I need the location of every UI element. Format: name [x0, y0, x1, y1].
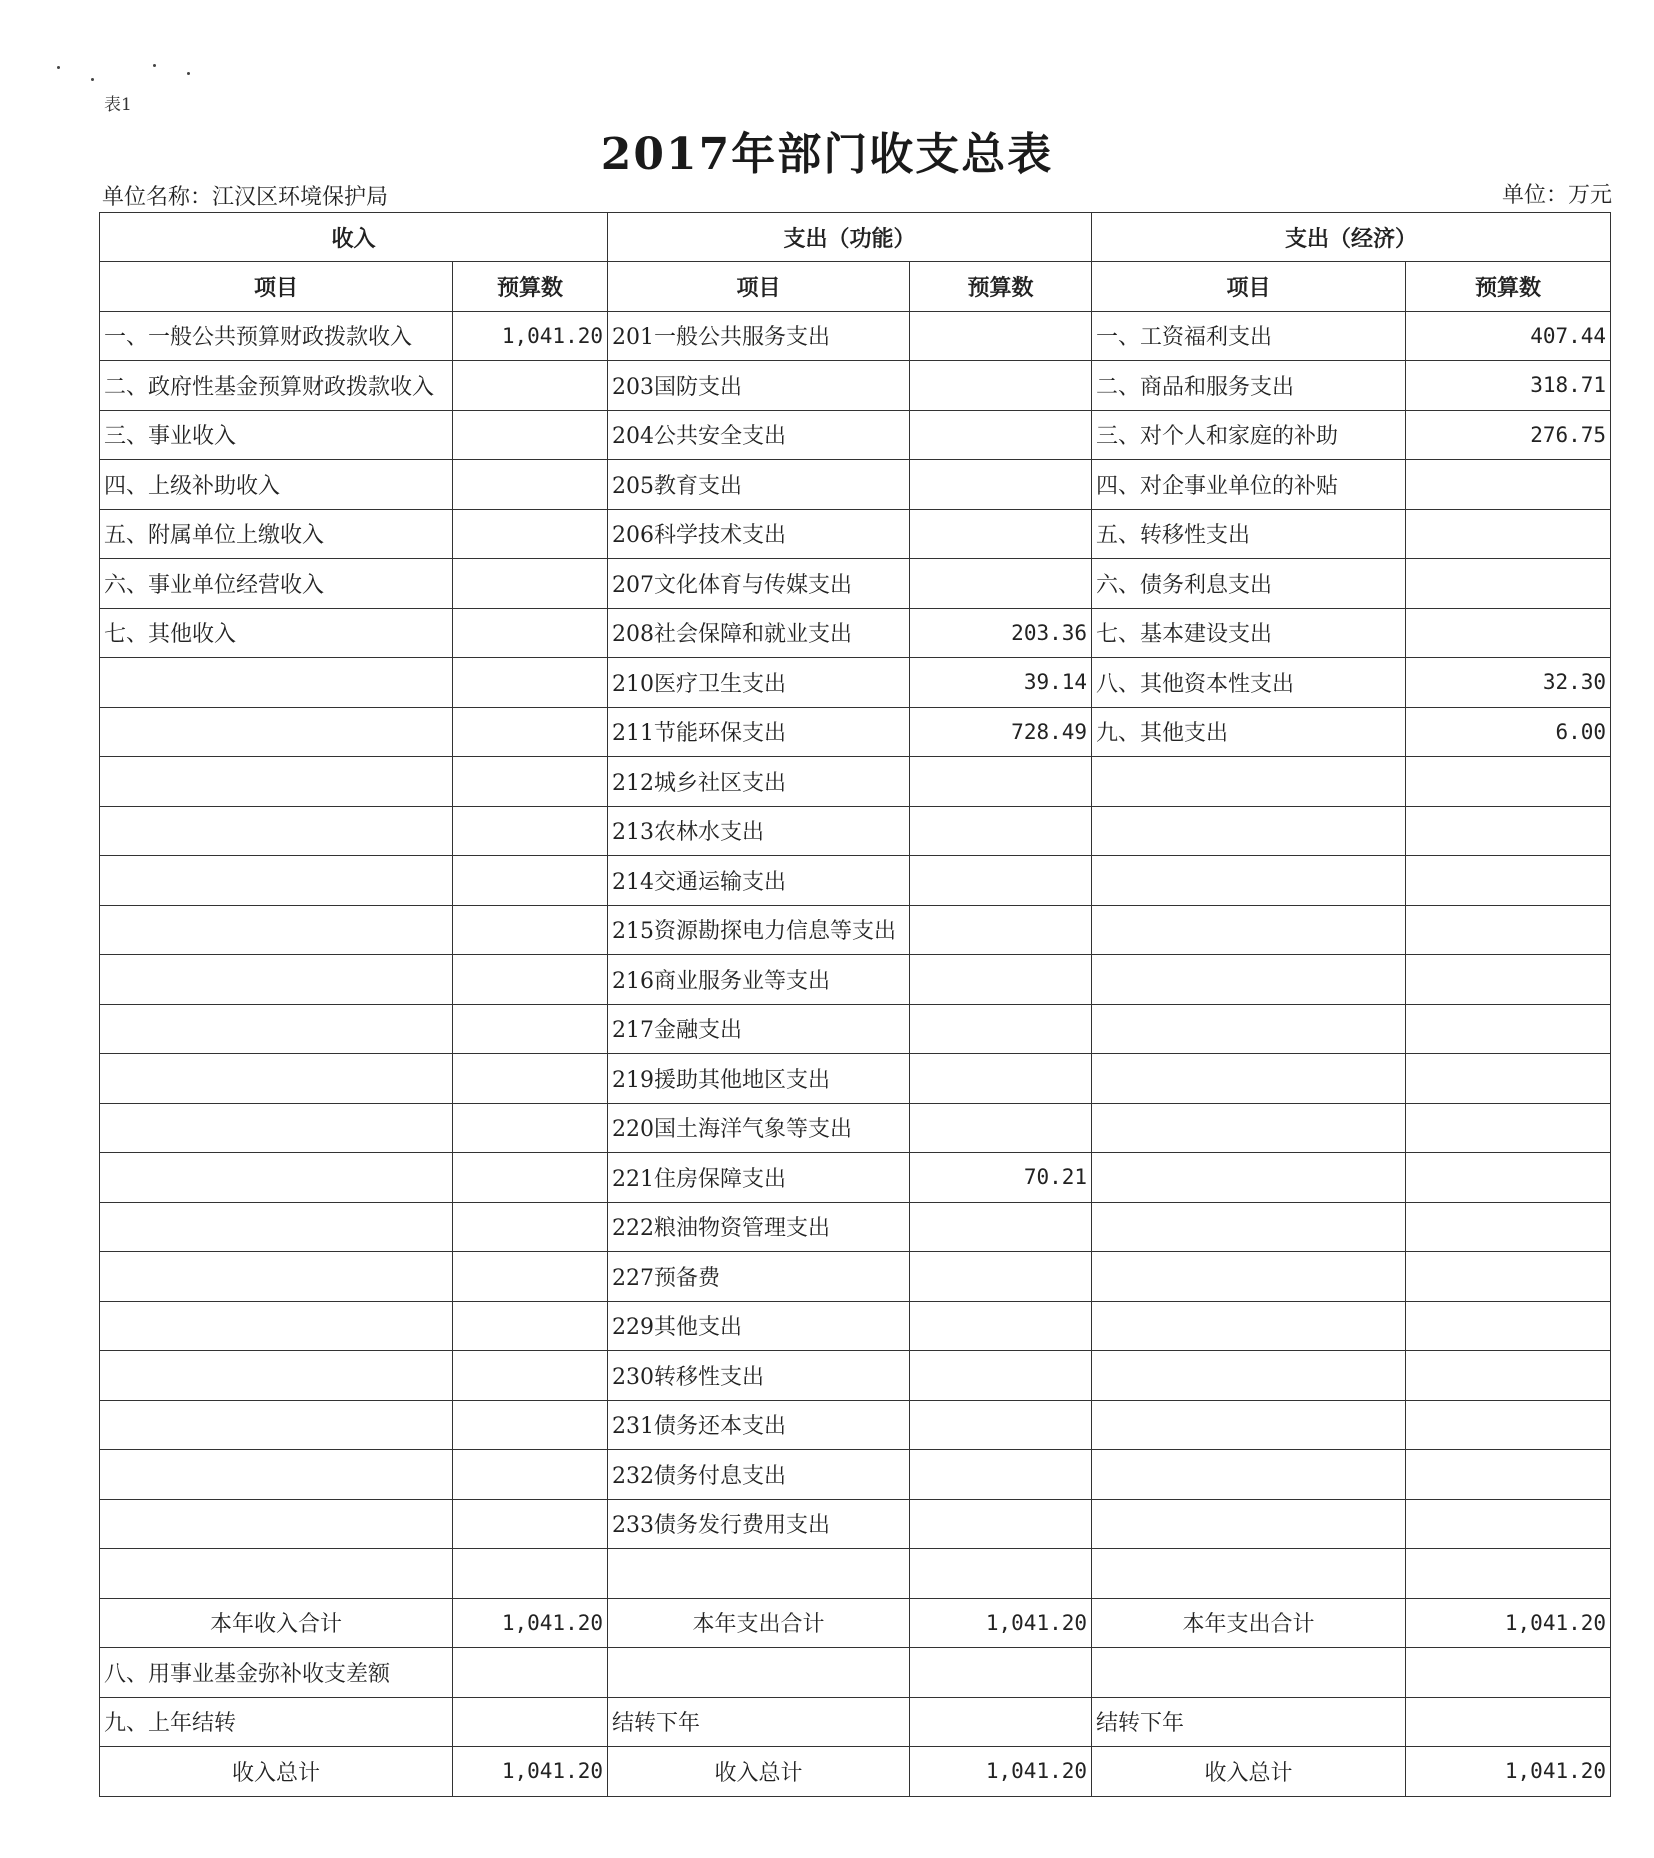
column-header-budget: 预算数 — [910, 262, 1092, 312]
budget-amount-cell — [910, 806, 1092, 856]
budget-amount-cell — [910, 460, 1092, 510]
item-name-cell — [100, 856, 453, 906]
budget-amount-cell: 1,041.20 — [910, 1747, 1092, 1797]
budget-amount-cell — [1406, 1499, 1611, 1549]
budget-amount-cell — [910, 1252, 1092, 1302]
budget-amount-cell — [910, 856, 1092, 906]
item-name-cell: 六、债务利息支出 — [1092, 559, 1406, 609]
group-header-expense-economic: 支出（经济） — [1092, 213, 1611, 262]
budget-amount-cell: 39.14 — [910, 658, 1092, 708]
item-name-cell — [1092, 1351, 1406, 1401]
budget-amount-cell — [1406, 460, 1611, 510]
group-header-row — [100, 213, 1611, 262]
budget-amount-cell — [453, 1252, 608, 1302]
item-name-cell — [100, 806, 453, 856]
item-name-cell: 216商业服务业等支出 — [608, 955, 910, 1005]
budget-amount-cell — [1406, 608, 1611, 658]
budget-amount-cell — [453, 1499, 608, 1549]
item-name-cell: 206科学技术支出 — [608, 509, 910, 559]
item-name-cell — [100, 955, 453, 1005]
budget-amount-cell — [453, 608, 608, 658]
budget-amount-cell — [1406, 509, 1611, 559]
table-row — [100, 509, 1611, 559]
item-name-cell — [100, 658, 453, 708]
item-name-cell: 本年支出合计 — [1092, 1598, 1406, 1648]
column-header-row — [100, 262, 1611, 312]
item-name-cell: 233债务发行费用支出 — [608, 1499, 910, 1549]
item-name-cell: 214交通运输支出 — [608, 856, 910, 906]
item-name-cell: 一、工资福利支出 — [1092, 311, 1406, 361]
page-title: 2017年部门收支总表 — [600, 129, 1054, 180]
item-name-cell: 230转移性支出 — [608, 1351, 910, 1401]
table-row — [100, 1153, 1611, 1203]
budget-amount-cell: 1,041.20 — [1406, 1598, 1611, 1648]
budget-amount-cell — [1406, 559, 1611, 609]
budget-amount-cell — [453, 559, 608, 609]
item-name-cell — [1092, 757, 1406, 807]
item-name-cell: 231债务还本支出 — [608, 1400, 910, 1450]
budget-amount-cell — [453, 905, 608, 955]
budget-amount-cell — [1406, 1400, 1611, 1450]
item-name-cell: 结转下年 — [608, 1697, 910, 1747]
budget-amount-cell — [1406, 1648, 1611, 1698]
item-name-cell — [100, 1153, 453, 1203]
budget-amount-cell: 1,041.20 — [453, 1598, 608, 1648]
budget-amount-cell — [910, 509, 1092, 559]
item-name-cell: 收入总计 — [100, 1747, 453, 1797]
budget-amount-cell — [1406, 1450, 1611, 1500]
budget-amount-cell — [453, 460, 608, 510]
item-name-cell: 211节能环保支出 — [608, 707, 910, 757]
item-name-cell — [608, 1648, 910, 1698]
budget-amount-cell: 1,041.20 — [453, 1747, 608, 1797]
item-name-cell: 229其他支出 — [608, 1301, 910, 1351]
item-name-cell — [100, 1054, 453, 1104]
budget-amount-cell — [453, 707, 608, 757]
item-name-cell: 二、商品和服务支出 — [1092, 361, 1406, 411]
item-name-cell: 208社会保障和就业支出 — [608, 608, 910, 658]
budget-amount-cell: 6.00 — [1406, 707, 1611, 757]
item-name-cell — [1092, 1202, 1406, 1252]
table-row — [100, 1103, 1611, 1153]
table-row — [100, 1252, 1611, 1302]
budget-amount-cell — [453, 509, 608, 559]
column-header-item: 项目 — [100, 262, 453, 312]
budget-amount-cell — [910, 1450, 1092, 1500]
item-name-cell: 222粮油物资管理支出 — [608, 1202, 910, 1252]
item-name-cell: 七、基本建设支出 — [1092, 608, 1406, 658]
table-row — [100, 806, 1611, 856]
table-row — [100, 1499, 1611, 1549]
table-row — [100, 955, 1611, 1005]
budget-amount-cell — [453, 1153, 608, 1203]
budget-amount-cell — [453, 1400, 608, 1450]
budget-amount-cell — [910, 1400, 1092, 1450]
budget-amount-cell — [453, 1450, 608, 1500]
table-row — [100, 311, 1611, 361]
item-name-cell: 本年支出合计 — [608, 1598, 910, 1648]
summary-row — [100, 1598, 1611, 1648]
budget-amount-cell — [453, 856, 608, 906]
budget-amount-cell — [1406, 1252, 1611, 1302]
item-name-cell — [1092, 955, 1406, 1005]
budget-amount-cell — [453, 1351, 608, 1401]
currency-unit-label: 单位：万元 — [1501, 183, 1612, 208]
table-row — [100, 658, 1611, 708]
table-row — [100, 1400, 1611, 1450]
budget-amount-cell — [453, 1103, 608, 1153]
budget-summary-table — [99, 212, 1611, 1797]
item-name-cell: 232债务付息支出 — [608, 1450, 910, 1500]
table-row — [100, 1549, 1611, 1599]
item-name-cell: 204公共安全支出 — [608, 410, 910, 460]
item-name-cell — [1092, 856, 1406, 906]
item-name-cell — [100, 1103, 453, 1153]
budget-amount-cell — [910, 559, 1092, 609]
table-row — [100, 559, 1611, 609]
budget-amount-cell — [910, 311, 1092, 361]
budget-amount-cell — [910, 1202, 1092, 1252]
budget-amount-cell: 1,041.20 — [453, 311, 608, 361]
item-name-cell: 五、附属单位上缴收入 — [100, 509, 453, 559]
table-body — [100, 311, 1611, 1796]
item-name-cell — [1092, 1400, 1406, 1450]
table-row — [100, 1202, 1611, 1252]
budget-amount-cell — [910, 1351, 1092, 1401]
table-row — [100, 856, 1611, 906]
budget-amount-cell: 1,041.20 — [1406, 1747, 1611, 1797]
item-name-cell: 210医疗卫生支出 — [608, 658, 910, 708]
column-header-budget: 预算数 — [453, 262, 608, 312]
item-name-cell: 五、转移性支出 — [1092, 509, 1406, 559]
budget-amount-cell — [453, 1648, 608, 1698]
budget-amount-cell — [1406, 905, 1611, 955]
item-name-cell: 215资源勘探电力信息等支出 — [608, 905, 910, 955]
budget-amount-cell — [453, 658, 608, 708]
budget-amount-cell — [1406, 1153, 1611, 1203]
item-name-cell — [1092, 1450, 1406, 1500]
budget-amount-cell — [910, 410, 1092, 460]
budget-amount-cell — [1406, 1103, 1611, 1153]
item-name-cell: 收入总计 — [608, 1747, 910, 1797]
item-name-cell — [100, 1252, 453, 1302]
budget-amount-cell: 203.36 — [910, 608, 1092, 658]
budget-amount-cell: 32.30 — [1406, 658, 1611, 708]
item-name-cell — [100, 1301, 453, 1351]
budget-amount-cell — [1406, 1697, 1611, 1747]
budget-amount-cell — [910, 1499, 1092, 1549]
item-name-cell — [100, 757, 453, 807]
budget-amount-cell — [910, 1648, 1092, 1698]
budget-amount-cell — [1406, 1351, 1611, 1401]
item-name-cell: 八、用事业基金弥补收支差额 — [100, 1648, 453, 1698]
item-name-cell: 221住房保障支出 — [608, 1153, 910, 1203]
item-name-cell: 九、上年结转 — [100, 1697, 453, 1747]
item-name-cell: 220国土海洋气象等支出 — [608, 1103, 910, 1153]
table-row — [100, 905, 1611, 955]
budget-amount-cell — [1406, 1004, 1611, 1054]
budget-amount-cell — [910, 1301, 1092, 1351]
item-name-cell — [1092, 1103, 1406, 1153]
budget-amount-cell — [910, 1697, 1092, 1747]
item-name-cell: 三、事业收入 — [100, 410, 453, 460]
budget-amount-cell — [453, 361, 608, 411]
table-row — [100, 1054, 1611, 1104]
budget-amount-cell — [453, 1202, 608, 1252]
budget-amount-cell: 407.44 — [1406, 311, 1611, 361]
item-name-cell — [100, 905, 453, 955]
item-name-cell: 213农林水支出 — [608, 806, 910, 856]
budget-amount-cell — [1406, 806, 1611, 856]
item-name-cell — [100, 1450, 453, 1500]
budget-amount-cell — [1406, 856, 1611, 906]
item-name-cell — [100, 1499, 453, 1549]
budget-amount-cell — [1406, 1301, 1611, 1351]
budget-amount-cell — [453, 757, 608, 807]
budget-amount-cell — [453, 1301, 608, 1351]
item-name-cell: 201一般公共服务支出 — [608, 311, 910, 361]
table-row — [100, 1450, 1611, 1500]
group-header-expense-function: 支出（功能） — [608, 213, 1092, 262]
item-name-cell — [1092, 1648, 1406, 1698]
budget-amount-cell — [910, 361, 1092, 411]
table-row — [100, 1351, 1611, 1401]
item-name-cell: 212城乡社区支出 — [608, 757, 910, 807]
item-name-cell — [100, 707, 453, 757]
item-name-cell — [1092, 1499, 1406, 1549]
item-name-cell: 结转下年 — [1092, 1697, 1406, 1747]
budget-amount-cell — [453, 1004, 608, 1054]
table-row — [100, 757, 1611, 807]
table-row — [100, 707, 1611, 757]
budget-amount-cell — [453, 410, 608, 460]
group-header-income: 收入 — [100, 213, 608, 262]
budget-amount-cell — [453, 955, 608, 1005]
column-header-item: 项目 — [608, 262, 910, 312]
table-row — [100, 361, 1611, 411]
item-name-cell — [1092, 1054, 1406, 1104]
item-name-cell — [1092, 1153, 1406, 1203]
item-name-cell — [1092, 1252, 1406, 1302]
budget-amount-cell — [910, 1549, 1092, 1599]
item-name-cell: 七、其他收入 — [100, 608, 453, 658]
budget-amount-cell — [453, 1054, 608, 1104]
budget-amount-cell — [910, 1004, 1092, 1054]
item-name-cell — [100, 1549, 453, 1599]
item-name-cell — [1092, 1301, 1406, 1351]
item-name-cell — [100, 1004, 453, 1054]
table-number: 表1 — [104, 95, 132, 115]
item-name-cell — [100, 1400, 453, 1450]
budget-amount-cell — [1406, 1054, 1611, 1104]
budget-amount-cell: 276.75 — [1406, 410, 1611, 460]
budget-amount-cell — [453, 806, 608, 856]
column-header-budget: 预算数 — [1406, 262, 1611, 312]
summary-row — [100, 1648, 1611, 1698]
summary-row — [100, 1747, 1611, 1797]
scan-marks — [55, 60, 205, 90]
budget-amount-cell: 318.71 — [1406, 361, 1611, 411]
item-name-cell — [1092, 806, 1406, 856]
item-name-cell: 四、上级补助收入 — [100, 460, 453, 510]
budget-amount-cell: 1,041.20 — [910, 1598, 1092, 1648]
budget-amount-cell: 728.49 — [910, 707, 1092, 757]
item-name-cell: 219援助其他地区支出 — [608, 1054, 910, 1104]
budget-amount-cell: 70.21 — [910, 1153, 1092, 1203]
item-name-cell: 九、其他支出 — [1092, 707, 1406, 757]
budget-amount-cell — [910, 1054, 1092, 1104]
table-row — [100, 410, 1611, 460]
budget-amount-cell — [910, 1103, 1092, 1153]
budget-amount-cell — [453, 1549, 608, 1599]
item-name-cell: 二、政府性基金预算财政拨款收入 — [100, 361, 453, 411]
item-name-cell: 四、对企事业单位的补贴 — [1092, 460, 1406, 510]
item-name-cell: 六、事业单位经营收入 — [100, 559, 453, 609]
budget-amount-cell — [453, 1697, 608, 1747]
summary-row — [100, 1697, 1611, 1747]
item-name-cell — [1092, 905, 1406, 955]
item-name-cell: 203国防支出 — [608, 361, 910, 411]
item-name-cell — [608, 1549, 910, 1599]
budget-amount-cell — [1406, 1202, 1611, 1252]
item-name-cell: 三、对个人和家庭的补助 — [1092, 410, 1406, 460]
item-name-cell — [1092, 1004, 1406, 1054]
item-name-cell: 本年收入合计 — [100, 1598, 453, 1648]
unit-name-label: 单位名称：江汉区环境保护局 — [102, 185, 389, 210]
item-name-cell — [100, 1202, 453, 1252]
table-row — [100, 1004, 1611, 1054]
budget-amount-cell — [910, 905, 1092, 955]
budget-amount-cell — [1406, 955, 1611, 1005]
item-name-cell: 205教育支出 — [608, 460, 910, 510]
item-name-cell: 一、一般公共预算财政拨款收入 — [100, 311, 453, 361]
table-row — [100, 608, 1611, 658]
budget-amount-cell — [910, 955, 1092, 1005]
budget-amount-cell — [1406, 757, 1611, 807]
item-name-cell: 227预备费 — [608, 1252, 910, 1302]
column-header-item: 项目 — [1092, 262, 1406, 312]
budget-amount-cell — [1406, 1549, 1611, 1599]
item-name-cell: 217金融支出 — [608, 1004, 910, 1054]
item-name-cell — [100, 1351, 453, 1401]
item-name-cell: 八、其他资本性支出 — [1092, 658, 1406, 708]
item-name-cell — [1092, 1549, 1406, 1599]
item-name-cell: 207文化体育与传媒支出 — [608, 559, 910, 609]
budget-amount-cell — [910, 757, 1092, 807]
item-name-cell: 收入总计 — [1092, 1747, 1406, 1797]
table-row — [100, 460, 1611, 510]
table-row — [100, 1301, 1611, 1351]
